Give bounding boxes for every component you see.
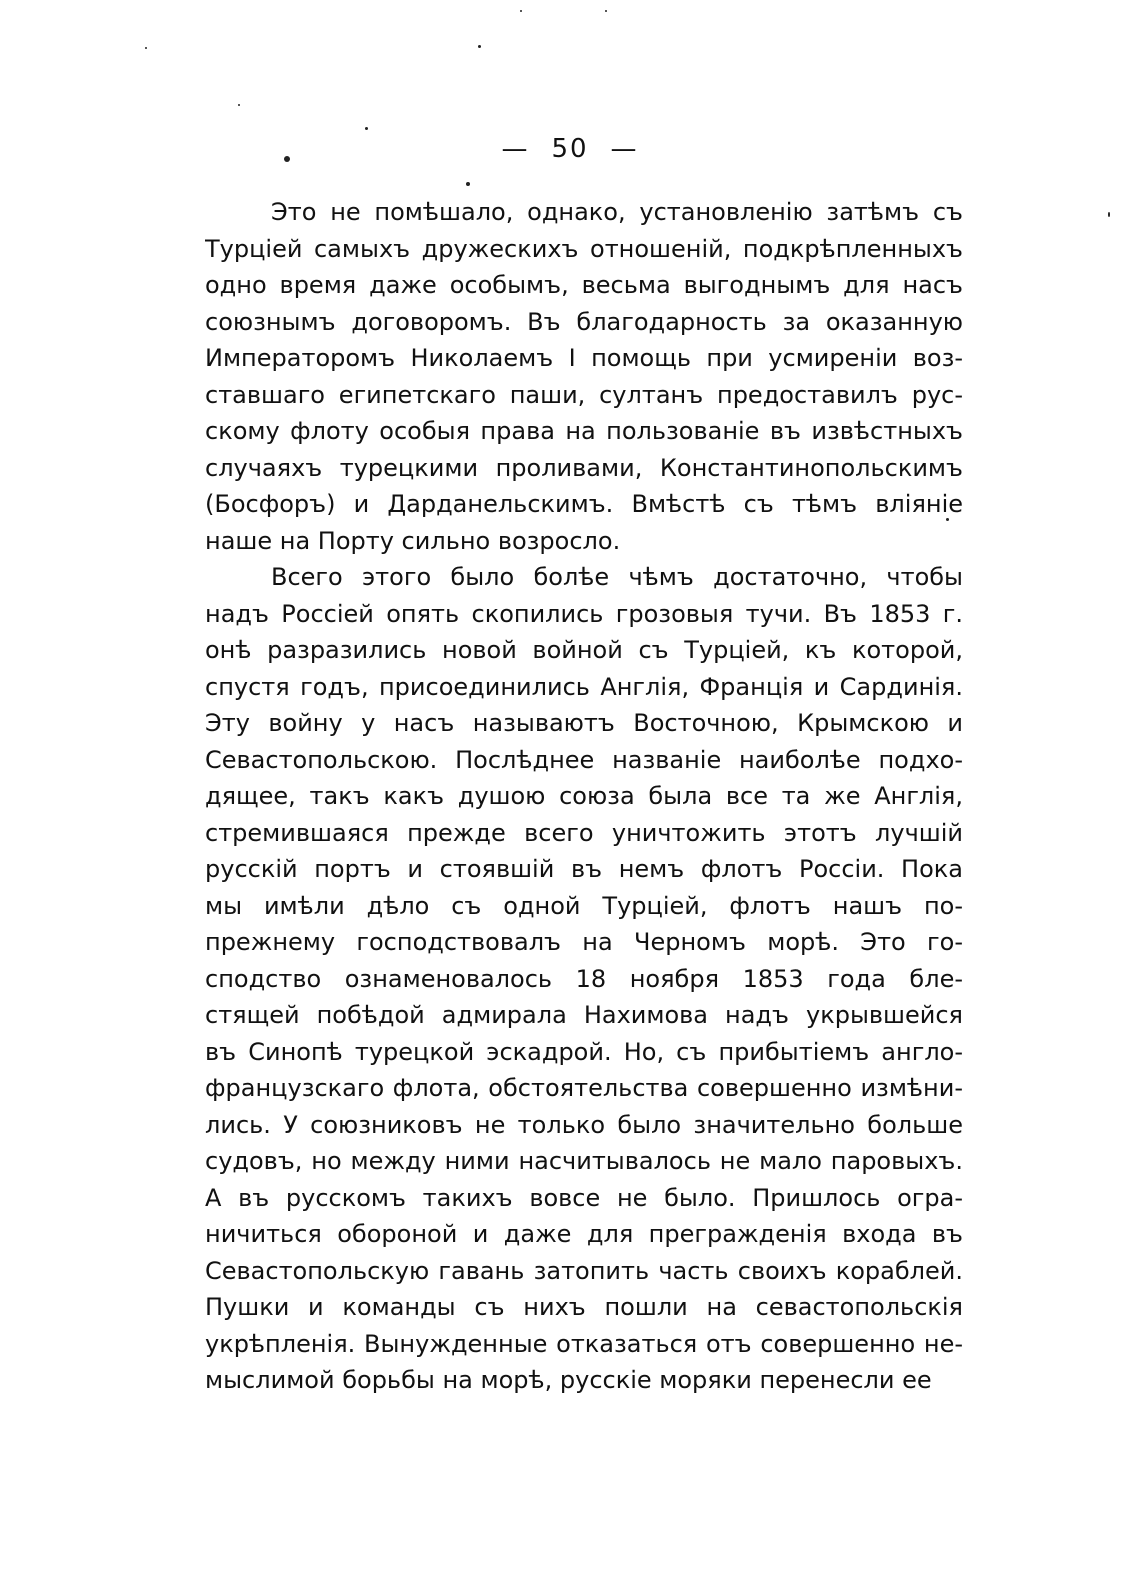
text-line: судовъ, но между ними насчитывалось не мало паровыхъ. (205, 1147, 963, 1175)
body-text (205, 194, 963, 1399)
text-line: спустя годъ, присоединились Англія, Франція и Сардинія. (205, 672, 963, 701)
text-line: (Босфоръ) и Дарданельскимъ. Вмѣстѣ съ тѣмъ вліяніе (205, 490, 963, 518)
text-line: русскій портъ и стоявшій въ немъ флотъ Россіи. Пока (205, 855, 963, 883)
text-line: прежнему господствовалъ на Черномъ морѣ. Это го- (205, 928, 963, 956)
text-line: сподство ознаменовалось 18 ноября 1853 года бле- (205, 964, 963, 993)
text-line: Всего этого было болѣе чѣмъ достаточно, чтобы (271, 563, 963, 591)
scan-speck (478, 45, 481, 48)
text-line: лись. У союзниковъ не только было значительно больше (205, 1110, 963, 1139)
scan-speck (365, 127, 368, 130)
text-line: ставшаго египетскаго паши, султанъ предоставилъ рус- (205, 380, 963, 409)
scan-speck (238, 104, 240, 106)
paragraph-2 (205, 559, 963, 1399)
text-line: случаяхъ турецкими проливами, Константинопольскимъ (205, 453, 963, 482)
text-line: Эту войну у насъ называютъ Восточною, Крымскою и (205, 709, 963, 737)
text-line: союзнымъ договоромъ. Въ благодарность за оказанную (205, 307, 963, 336)
page-number-dash-left: — (501, 134, 530, 164)
page-number-dash-right: — (610, 134, 639, 164)
text-line: скому флоту особыя права на пользованіе въ извѣстныхъ (205, 417, 963, 445)
text-line: Турціей самыхъ дружескихъ отношеній, подкрѣпленныхъ (205, 234, 963, 263)
text-line: Пушки и команды съ нихъ пошли на севастопольскія (205, 1293, 963, 1321)
scan-speck (145, 47, 147, 49)
text-line: наше на Порту сильно возросло. (205, 526, 621, 555)
text-line: дящее, такъ какъ душою союза была все та же Англія, (205, 782, 963, 810)
text-line: Императоромъ Николаемъ I помощь при усмиреніи воз- (205, 344, 963, 372)
text-line: мыслимой борьбы на морѣ, русскіе моряки перенесли ее (205, 1366, 932, 1394)
text-line: Севастопольскую гавань затопить часть своихъ кораблей. (205, 1256, 963, 1285)
page-number-header (0, 134, 1140, 164)
text-line: укрѣпленія. Вынужденные отказаться отъ совершенно не- (205, 1329, 963, 1358)
text-line: стремившаяся прежде всего уничтожить этотъ лучшій (205, 818, 963, 847)
text-line: французскаго флота, обстоятельства совершенно измѣни- (205, 1074, 963, 1102)
text-line: Севастопольскою. Послѣднее названіе наиболѣе подхо- (205, 745, 963, 774)
text-line: надъ Россіей опять скопились грозовыя тучи. Въ 1853 г. (205, 599, 963, 628)
scan-speck (605, 10, 607, 12)
scan-speck (946, 518, 949, 521)
page-number: 50 (551, 134, 589, 164)
text-line: въ Синопѣ турецкой эскадрой. Но, съ прибытіемъ англо- (205, 1037, 963, 1066)
scan-speck (466, 182, 470, 186)
text-line: А въ русскомъ такихъ вовсе не было. Пришлось огра- (205, 1183, 963, 1212)
scan-speck (284, 156, 290, 162)
text-line: мы имѣли дѣло съ одной Турціей, флотъ нашъ по- (205, 891, 963, 920)
text-line: ничиться обороной и даже для прегражденія входа въ (205, 1220, 963, 1248)
text-line: онѣ разразились новой войной съ Турціей, къ которой, (205, 636, 963, 664)
paragraph-1 (205, 194, 963, 559)
text-line: одно время даже особымъ, весьма выгоднымъ для насъ (205, 271, 963, 299)
scan-speck (1108, 212, 1110, 217)
scan-speck (520, 10, 522, 12)
text-line: стящей побѣдой адмирала Нахимова надъ укрывшейся (205, 1001, 963, 1029)
text-line: Это не помѣшало, однако, установленію затѣмъ съ (271, 198, 963, 226)
